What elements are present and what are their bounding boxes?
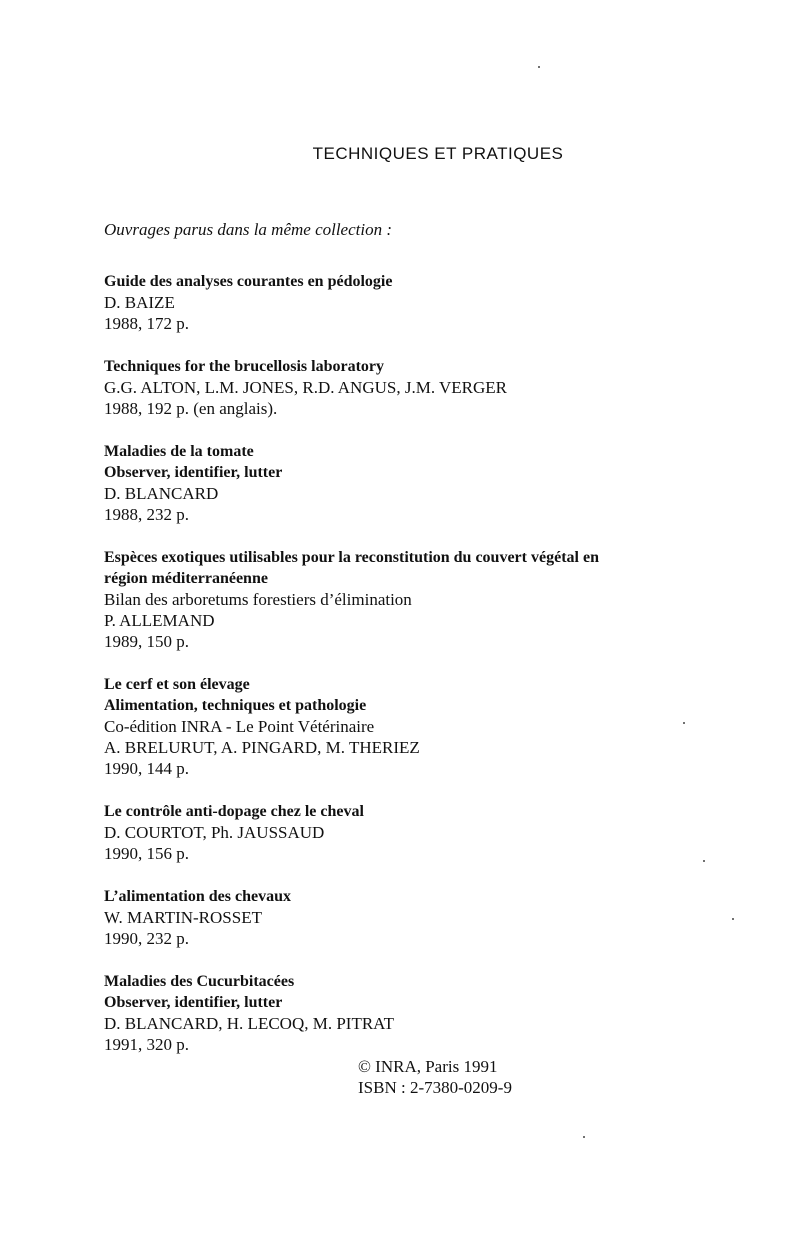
publication-detail: 1990, 144 p. [104, 759, 189, 778]
publication-title: Espèces exotiques utilisables pour la reconstitution du couvert végétal en [104, 549, 599, 566]
publication-detail: 1988, 192 p. (en anglais). [104, 399, 278, 418]
scan-speck [683, 722, 685, 724]
publication-title: L’alimentation des chevaux [104, 888, 291, 905]
publication-detail: P. ALLEMAND [104, 611, 215, 630]
publication-title: Le contrôle anti-dopage chez le cheval [104, 803, 364, 820]
publication-title: Guide des analyses courantes en pédologie [104, 273, 393, 290]
scan-speck [538, 66, 540, 68]
publication-detail: W. MARTIN-ROSSET [104, 908, 262, 927]
scan-speck [703, 860, 705, 862]
publication-title: région méditerranéenne [104, 570, 268, 587]
isbn-line: ISBN : 2-7380-0209-9 [358, 1078, 512, 1097]
scan-speck [732, 918, 734, 920]
publication-detail: Co-édition INRA - Le Point Vétérinaire [104, 717, 375, 736]
publication-detail: D. BAIZE [104, 293, 175, 312]
publication-title: Alimentation, techniques et pathologie [104, 697, 367, 714]
publication-entry [104, 886, 704, 949]
series-title: TECHNIQUES ET PRATIQUES [312, 144, 564, 163]
publication-detail: A. BRELURUT, A. PINGARD, M. THERIEZ [104, 738, 420, 757]
publication-title: Maladies de la tomate [104, 443, 254, 460]
publication-detail: 1991, 320 p. [104, 1035, 189, 1054]
publication-detail: 1990, 232 p. [104, 929, 189, 948]
publication-detail: D. BLANCARD, H. LECOQ, M. PITRAT [104, 1014, 394, 1033]
publication-entry [104, 674, 704, 779]
copyright-line: © INRA, Paris 1991 [358, 1057, 498, 1076]
publication-entry [104, 271, 704, 334]
publication-entry [104, 356, 704, 419]
publication-detail: 1988, 172 p. [104, 314, 189, 333]
publication-detail: G.G. ALTON, L.M. JONES, R.D. ANGUS, J.M. VERGER [104, 378, 508, 397]
publication-entry [104, 971, 704, 1055]
publication-list [104, 271, 704, 1077]
publication-title: Maladies des Cucurbitacées [104, 973, 295, 990]
scan-speck [583, 1136, 585, 1138]
publication-entry [104, 547, 704, 652]
publication-detail: Bilan des arboretums forestiers d’élimination [104, 590, 412, 609]
publication-detail: D. COURTOT, Ph. JAUSSAUD [104, 823, 325, 842]
publication-entry [104, 801, 704, 864]
publication-detail: 1990, 156 p. [104, 844, 189, 863]
publication-detail: 1988, 232 p. [104, 505, 189, 524]
collection-intro: Ouvrages parus dans la même collection : [104, 220, 393, 239]
publication-entry [104, 441, 704, 525]
publication-title: Observer, identifier, lutter [104, 464, 283, 481]
colophon [358, 1056, 512, 1098]
publication-title: Techniques for the brucellosis laboratory [104, 358, 385, 375]
publication-detail: 1989, 150 p. [104, 632, 189, 651]
publication-detail: D. BLANCARD [104, 484, 219, 503]
publication-title: Le cerf et son élevage [104, 676, 250, 693]
publication-title: Observer, identifier, lutter [104, 994, 283, 1011]
